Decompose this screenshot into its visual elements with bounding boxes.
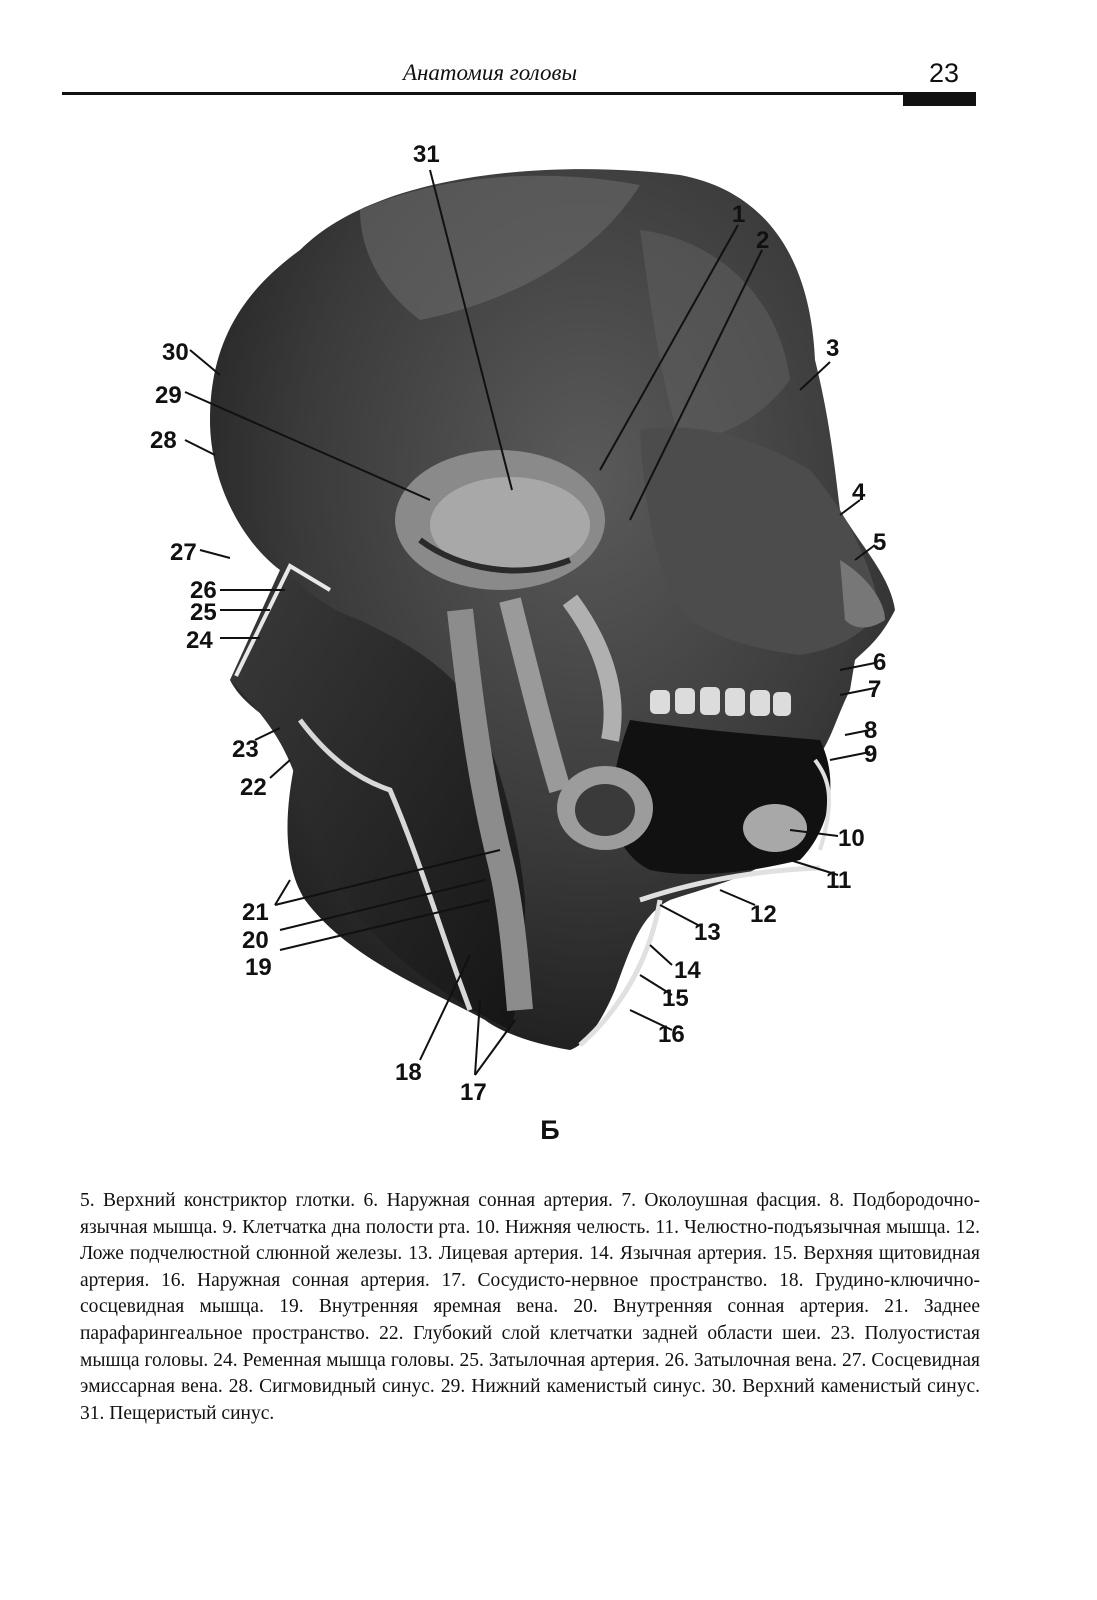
callout-21: 21: [242, 899, 269, 926]
mandible-section: [743, 804, 807, 852]
page-number: 23: [928, 58, 960, 88]
callout-27: 27: [170, 539, 197, 566]
callout-1: 1: [732, 201, 746, 228]
callout-4: 4: [852, 479, 866, 506]
callout-15: 15: [662, 985, 689, 1012]
callout-9: 9: [864, 741, 878, 768]
callout-31: 31: [413, 141, 440, 168]
callout-3: 3: [826, 335, 840, 362]
callout-30: 30: [162, 339, 189, 366]
callout-7: 7: [868, 676, 882, 703]
callout-20: 20: [242, 927, 269, 954]
callout-12: 12: [750, 901, 777, 928]
callout-22: 22: [240, 774, 267, 801]
figure-letter: Б: [540, 1115, 560, 1145]
callout-2: 2: [756, 227, 770, 254]
callout-23: 23: [232, 736, 259, 763]
callout-26: 26: [190, 577, 217, 604]
callout-14: 14: [674, 957, 701, 984]
figure-caption: 5. Верхний констриктор глотки. 6. Наружная сонная артерия. 7. Околоушная фасция. 8. Подбородочно-язычная мышца. 9. Клетчатка дна полости рта. 10. Нижняя челюсть. 11. Челюстно-подъязычная мышца. 12. Ложе подчелюстной слюнной железы. 13. Лицевая артерия. 14. Язычная артерия. 15. Верхняя щитовидная артерия. 16. Наружная сонная артерия. 17. Сосудисто-нервное пространство. 18. Грудино-ключично-сосцевидная мышца. 19. Внутренняя яремная вена. 20. Внутренняя сонная артерия. 21. Заднее парафарингеальное пространство. 22. Глубокий слой клетчатки задней области шеи. 23. Полуостистая мышца головы. 24. Ременная мышца головы. 25. Затылочная артерия. 26. Затылочная вена. 27. Сосцевидная эмиссарная вена. 28. Сигмовидный синус. 29. Нижний каменистый синус. 30. Верхний каменистый синус. 31. Пещеристый синус.: [80, 1190, 980, 1424]
callout-25: 25: [190, 599, 217, 626]
callout-6: 6: [873, 649, 887, 676]
callout-11: 11: [826, 867, 852, 894]
callout-5: 5: [873, 529, 887, 556]
tongue-core: [575, 784, 635, 836]
callout-28: 28: [150, 427, 177, 454]
callout-24: 24: [186, 627, 213, 654]
callout-19: 19: [245, 954, 272, 981]
callout-13: 13: [694, 919, 721, 946]
callout-16: 16: [658, 1021, 685, 1048]
callout-10: 10: [838, 825, 865, 852]
callout-8: 8: [864, 717, 878, 744]
callout-17: 17: [460, 1079, 487, 1106]
callout-29: 29: [155, 382, 182, 409]
callout-18: 18: [395, 1059, 422, 1086]
running-title: Анатомия головы: [402, 60, 578, 85]
